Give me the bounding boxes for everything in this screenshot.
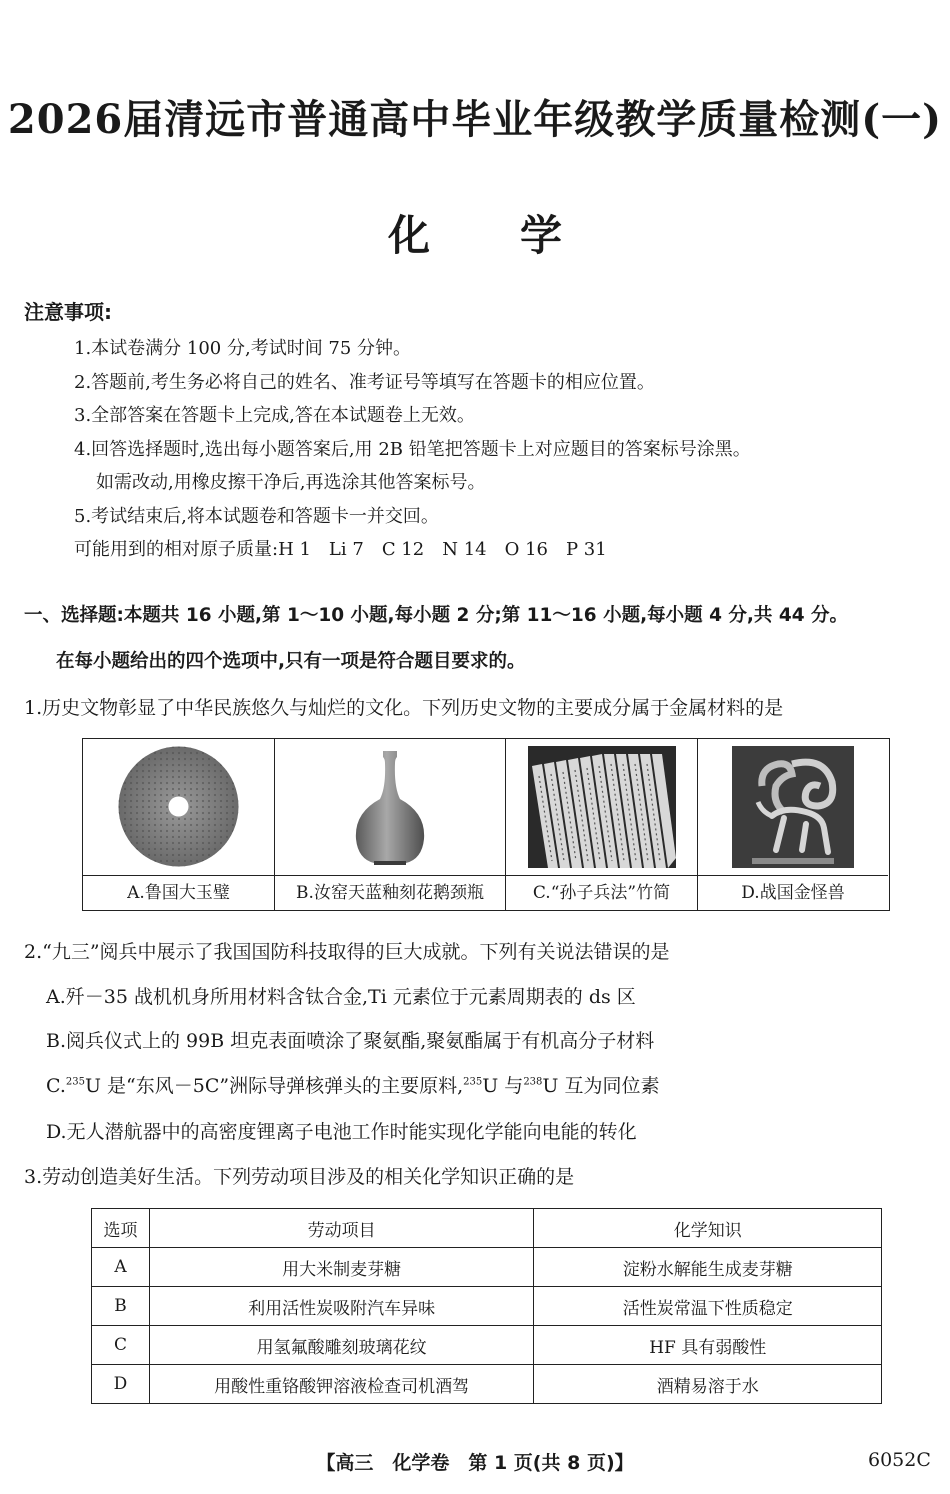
note-item: 1.本试卷满分 100 分,考试时间 75 分钟。	[74, 338, 412, 359]
option-d-caption: D.战国金怪兽	[698, 875, 888, 910]
option-a-caption: A.鲁国大玉璧	[83, 875, 274, 910]
row-option: A	[92, 1248, 150, 1287]
row-option: D	[92, 1365, 150, 1404]
artifact-image-table	[82, 738, 890, 911]
question-2-option-d: D.无人潜航器中的高密度锂离子电池工作时能实现化学能向电能的转化	[46, 1121, 637, 1143]
option-d-cell	[698, 739, 888, 910]
row-chemistry-knowledge: 活性炭常温下性质稳定	[534, 1287, 882, 1326]
question-1-stem: 1.历史文物彰显了中华民族悠久与灿烂的文化。下列历史文物的主要成分属于金属材料的是	[24, 697, 784, 719]
notes-heading: 注意事项:	[24, 300, 112, 324]
question-2-option-c: C.$^{235}$U 是“东风－5C”洲际导弹核弹头的主要原料,$^{235}$U 与$^{238}$U 互为同位素	[46, 1075, 660, 1097]
option-c-cell	[506, 739, 698, 910]
row-chemistry-knowledge: 酒精易溶于水	[534, 1365, 882, 1404]
section-instruction: 在每小题给出的四个选项中,只有一项是符合题目要求的。	[56, 651, 526, 672]
row-option: B	[92, 1287, 150, 1326]
atomic-masses: 可能用到的相对原子质量:H 1 Li 7 C 12 N 14 O 16 P 31	[74, 539, 607, 560]
table-row	[92, 1326, 882, 1365]
header-chemistry-knowledge: 化学知识	[534, 1209, 882, 1248]
page-footer: 【高三 化学卷 第 1 页(共 8 页)】	[316, 1452, 634, 1474]
paper-code: 6052C	[868, 1449, 931, 1471]
table-row	[92, 1287, 882, 1326]
header-option: 选项	[92, 1209, 150, 1248]
option-b-caption: B.汝窑天蓝釉刻花鹅颈瓶	[275, 875, 505, 910]
subject-title: 化学	[387, 211, 652, 260]
note-item: 如需改动,用橡皮擦干净后,再选涂其他答案标号。	[96, 472, 486, 493]
celadon-vase-image	[275, 739, 505, 874]
exam-title: 2026届清远市普通高中毕业年级教学质量检测(一)	[7, 96, 943, 143]
row-labor-project: 利用活性炭吸附汽车异味	[149, 1287, 533, 1326]
header-labor-project: 劳动项目	[149, 1209, 533, 1248]
bamboo-slips-image	[506, 739, 697, 874]
labor-chemistry-table	[91, 1208, 882, 1404]
jade-bi-disc-image	[83, 739, 274, 874]
question-3-stem: 3.劳动创造美好生活。下列劳动项目涉及的相关化学知识正确的是	[24, 1166, 575, 1188]
table-header-row	[92, 1209, 882, 1248]
row-chemistry-knowledge: 淀粉水解能生成麦芽糖	[534, 1248, 882, 1287]
gold-beast-image	[698, 739, 888, 874]
option-a-cell	[83, 739, 275, 910]
row-labor-project: 用氢氟酸雕刻玻璃花纹	[149, 1326, 533, 1365]
question-2-option-b: B.阅兵仪式上的 99B 坦克表面喷涂了聚氨酯,聚氨酯属于有机高分子材料	[46, 1030, 655, 1052]
note-item: 4.回答选择题时,选出每小题答案后,用 2B 铅笔把答题卡上对应题目的答案标号涂黑。	[74, 439, 751, 460]
note-item: 3.全部答案在答题卡上完成,答在本试题卷上无效。	[74, 405, 475, 426]
row-option: C	[92, 1326, 150, 1365]
option-b-cell	[275, 739, 506, 910]
row-chemistry-knowledge: HF 具有弱酸性	[534, 1326, 882, 1365]
row-labor-project: 用酸性重铬酸钾溶液检查司机酒驾	[149, 1365, 533, 1404]
table-row	[92, 1365, 882, 1404]
question-2-option-a: A.歼－35 战机机身所用材料含钛合金,Ti 元素位于元素周期表的 ds 区	[46, 986, 636, 1008]
note-item: 2.答题前,考生务必将自己的姓名、准考证号等填写在答题卡的相应位置。	[74, 372, 655, 393]
note-item: 5.考试结束后,将本试题卷和答题卡一并交回。	[74, 506, 439, 527]
section-heading: 一、选择题:本题共 16 小题,第 1～10 小题,每小题 2 分;第 11～16 小题,每小题 4 分,共 44 分。	[24, 605, 849, 626]
table-row	[92, 1248, 882, 1287]
row-labor-project: 用大米制麦芽糖	[149, 1248, 533, 1287]
option-c-caption: C.“孙子兵法”竹简	[506, 875, 697, 910]
question-2-stem: 2.“九三”阅兵中展示了我国国防科技取得的巨大成就。下列有关说法错误的是	[24, 941, 670, 963]
